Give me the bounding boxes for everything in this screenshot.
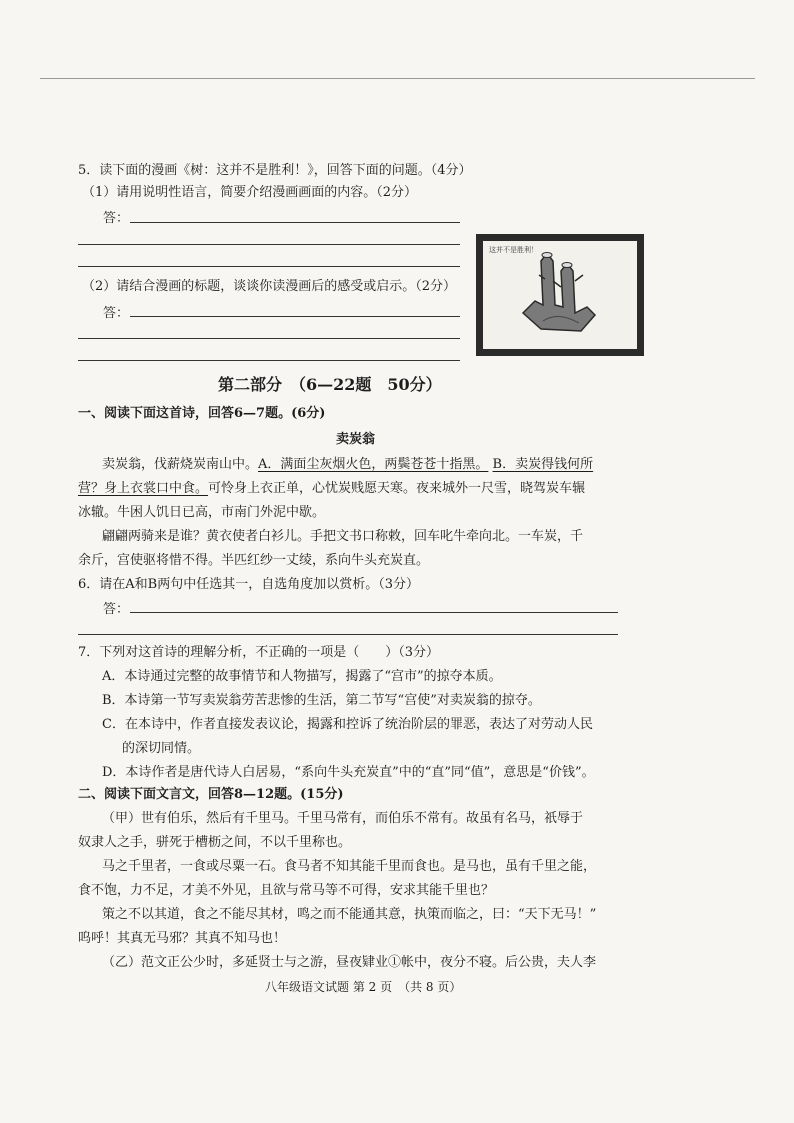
poem-sentence-b-end: 营？身上衣裳口中食。 [78,481,209,496]
cartoon-caption: 这并不是胜利！ [489,246,538,254]
page-footer: 八年级语文试题 第 2 页 （共 8 页） [265,980,462,994]
top-border-line [40,78,755,79]
poem-line-2-b: 可怜身上衣正单，心忧炭贱愿天寒。夜来城外一尺雪，晓驾炭车辗 [208,481,586,496]
poem-line-3: 冰辙。牛困人饥日已高，市南门外泥中歇。 [78,505,326,520]
classical-text-line-4: 食不饱，力不足，才美不外见，且欲与常马等不可得，安求其能千里也？ [78,883,495,898]
poem-line-2 [78,480,585,498]
poem-line-4: 翩翩两骑来是谁？黄衣使者白衫儿。手把文书口称敕，回车叱牛牵向北。一车炭，千 [102,529,584,544]
classical-text-line-6: 呜呼！其真无马邪？其真不知马也！ [78,931,287,946]
answer-line[interactable] [130,316,460,317]
section2-heading: 二、阅读下面文言文，回答8—12题。(15分) [78,787,344,802]
poem-line-1 [102,456,593,474]
q5-sub2: （2）请结合漫画的标题，谈谈你读漫画后的感受或启示。（2分） [82,279,457,294]
classical-text-line-5: 策之不以其道，食之不能尽其材，鸣之而不能通其意，执策而临之，曰：“天下无马！” [102,907,597,922]
q5-sub1: （1）请用说明性语言，简要介绍漫画画面的内容。（2分） [82,185,418,200]
classical-text-line-7: （乙）范文正公少时，多延贤士与之游，昼夜肄业①帐中，夜分不寝。后公贵，夫人李 [102,955,597,970]
answer-line[interactable] [78,360,460,361]
answer-line[interactable] [78,338,460,339]
q6-stem: 6．请在A和B两句中任选其一，自选角度加以赏析。（3分） [78,577,419,592]
classical-text-line-1: （甲）世有伯乐，然后有千里马。千里马常有，而伯乐不常有。故虽有名马，祇辱于 [102,811,584,826]
q5-stem: 5．读下面的漫画《树：这并不是胜利！》，回答下面的问题。（4分） [78,163,472,178]
q7-option-c: C．在本诗中，作者直接发表议论，揭露和控诉了统治阶层的罪恶，表达了对劳动人民 [102,717,593,732]
q7-option-a: A．本诗通过完整的故事情节和人物描写，揭露了“宫市”的掠夺本质。 [102,669,502,684]
classical-text-line-2: 奴隶人之手，骈死于槽枥之间，不以千里称也。 [78,835,352,850]
answer-line[interactable] [130,222,460,223]
cartoon-image [476,234,644,356]
section1-heading: 一、阅读下面这首诗，回答6—7题。(6分) [78,406,326,421]
classical-text-line-3: 马之千里者，一食或尽粟一石。食马者不知其能千里而食也。是马也，虽有千里之能， [102,859,597,874]
q7-option-c-cont: 的深切同情。 [122,741,201,756]
poem-sentence-a: A．满面尘灰烟火色，两鬓苍苍十指黑。 [258,457,489,472]
poem-line-1-a: 卖炭翁，伐薪烧炭南山中。 [102,457,259,472]
tree-stump-drawing [483,241,637,349]
q5-answer-label-2: 答： [103,306,130,321]
q7-stem: 7．下列对这首诗的理解分析，不正确的一项是（ ）（3分） [78,645,440,660]
answer-line[interactable] [130,612,618,613]
poem-line-5: 余斤，宫使驱将惜不得。半匹红纱一丈绫，系向牛头充炭直。 [78,553,430,568]
q7-option-b: B．本诗第一节写卖炭翁劳苦悲惨的生活，第二节写“宫使”对卖炭翁的掠夺。 [102,693,541,708]
answer-line[interactable] [78,266,460,267]
answer-line[interactable] [78,634,618,635]
q6-answer-label: 答： [103,602,130,617]
q5-answer-label-1: 答： [103,211,130,226]
poem-title: 卖炭翁 [336,432,376,447]
answer-line[interactable] [78,244,460,245]
q7-option-d: D．本诗作者是唐代诗人白居易，“系向牛头充炭直”中的“直”同“值”，意思是“价钱”。 [102,765,595,780]
poem-sentence-b-start: B．卖炭得钱何所 [492,457,594,472]
part2-title: 第二部分 （6—22题 50分） [218,375,442,394]
